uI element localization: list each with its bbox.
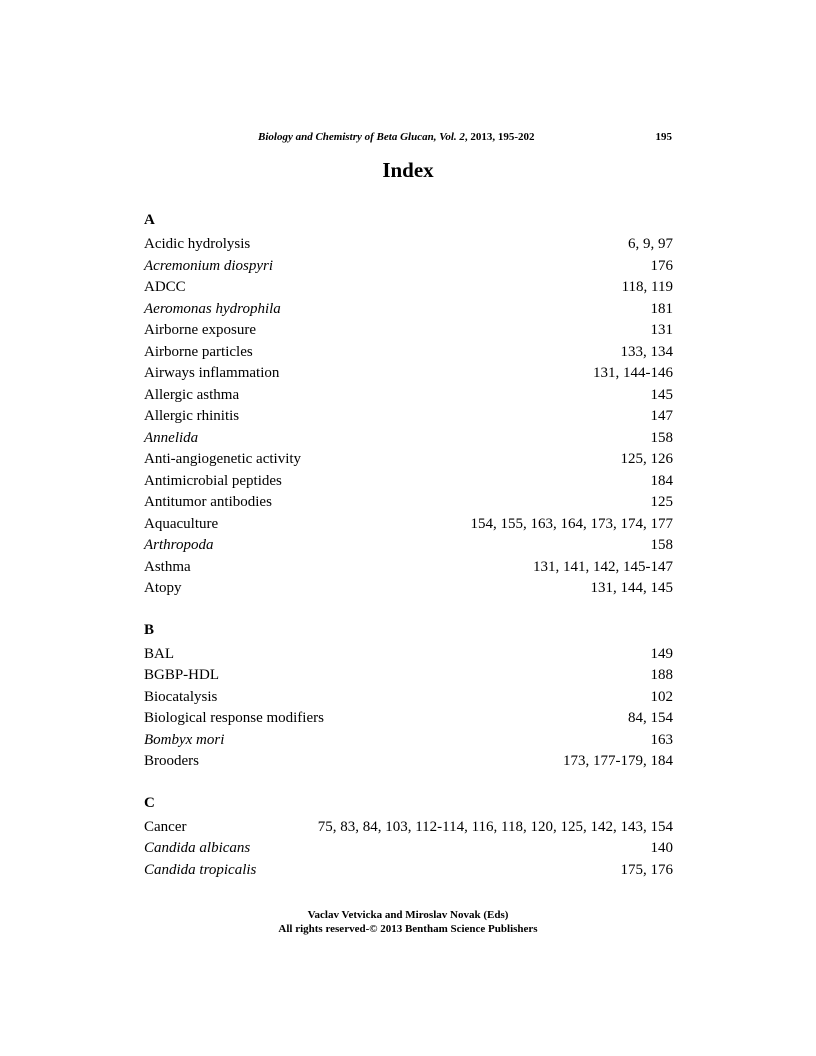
- index-term: Candida albicans: [144, 840, 251, 856]
- index-pages: 184: [650, 472, 673, 489]
- index-entry: [144, 665, 673, 687]
- index-pages: 158: [650, 429, 673, 446]
- index-pages: 75, 83, 84, 103, 112-114, 116, 118, 120, 125, 142, 143, 154: [317, 818, 673, 835]
- index-pages: 175, 176: [620, 861, 673, 878]
- index-entry: [144, 256, 673, 278]
- index-entry: [144, 428, 673, 450]
- index-content: [144, 209, 673, 881]
- index-term: Bombyx mori: [144, 731, 225, 748]
- index-term: Atopy: [144, 580, 182, 596]
- index-pages: 181: [650, 300, 673, 317]
- index-pages: 158: [650, 537, 673, 553]
- index-entry: [144, 578, 673, 600]
- page-title: Index: [382, 158, 434, 182]
- index-pages: 125, 126: [620, 451, 673, 467]
- section-gap: [144, 600, 673, 619]
- index-term: Candida tropicalis: [144, 861, 257, 878]
- section-gap: [144, 773, 673, 792]
- index-term: Brooders: [144, 753, 199, 769]
- index-term: BGBP-HDL: [144, 667, 220, 683]
- index-entry: [144, 730, 673, 752]
- index-term: Airborne particles: [144, 343, 253, 360]
- footer-editors: Vaclav Vetvicka and Miroslav Novak (Eds): [307, 909, 509, 921]
- index-term: BAL: [144, 645, 174, 662]
- index-entry: [144, 514, 673, 536]
- page-number: 195: [655, 131, 672, 143]
- index-pages: 149: [650, 645, 673, 662]
- index-entry: [144, 535, 673, 557]
- index-pages: 173, 177-179, 184: [563, 753, 673, 769]
- index-entry: [144, 492, 673, 514]
- index-entry: [144, 708, 673, 730]
- index-entry: [144, 363, 673, 385]
- index-pages: 131, 141, 142, 145-147: [533, 558, 673, 575]
- index-entry: [144, 406, 673, 428]
- index-pages: 145: [650, 386, 673, 403]
- index-entry: [144, 644, 673, 666]
- index-pages: 131: [650, 322, 673, 338]
- index-entry: [144, 817, 673, 839]
- index-pages: 163: [650, 731, 673, 748]
- journal-year-pages: , 2013, 195-202: [464, 131, 535, 143]
- section-letter: C: [144, 794, 155, 811]
- footer: [0, 908, 816, 936]
- index-pages: 125: [650, 494, 673, 510]
- index-term: Airways inflammation: [144, 365, 280, 381]
- index-term: Biocatalysis: [144, 688, 218, 705]
- index-entry: [144, 860, 673, 882]
- journal-title: Biology and Chemistry of Beta Glucan, Vol. 2: [258, 131, 465, 143]
- index-term: Arthropoda: [144, 537, 214, 553]
- index-pages: 131, 144-146: [593, 365, 673, 381]
- index-term: Antimicrobial peptides: [144, 472, 282, 489]
- index-term: Anti-angiogenetic activity: [144, 451, 302, 467]
- index-term: Biological response modifiers: [144, 710, 324, 726]
- index-pages: 140: [650, 840, 673, 856]
- section-letter: A: [144, 212, 155, 228]
- index-pages: 176: [650, 257, 673, 274]
- index-pages: 188: [650, 667, 673, 683]
- index-entry: [144, 320, 673, 342]
- index-term: Allergic rhinitis: [144, 408, 240, 424]
- index-term: Cancer: [144, 818, 187, 835]
- index-entry: [144, 751, 673, 773]
- index-term: Aquaculture: [144, 515, 219, 532]
- index-pages: 102: [650, 688, 673, 705]
- index-term: Acidic hydrolysis: [144, 236, 251, 252]
- index-entry: [144, 299, 673, 321]
- index-entry: [144, 838, 673, 860]
- index-pages: 133, 134: [620, 343, 673, 360]
- index-entry: [144, 687, 673, 709]
- index-entry: [144, 449, 673, 471]
- index-term: Antitumor antibodies: [144, 494, 272, 510]
- index-entry: [144, 385, 673, 407]
- index-pages: 154, 155, 163, 164, 173, 174, 177: [470, 515, 673, 532]
- running-head: [144, 131, 672, 149]
- index-term: ADCC: [144, 279, 186, 295]
- index-entry: [144, 342, 673, 364]
- index-term: Asthma: [144, 558, 191, 575]
- index-pages: 6, 9, 97: [628, 236, 673, 252]
- index-entry: [144, 557, 673, 579]
- footer-copyright: All rights reserved-© 2013 Bentham Science Publishers: [278, 923, 538, 935]
- index-pages: 84, 154: [628, 710, 673, 726]
- index-term: Annelida: [144, 429, 199, 446]
- index-pages: 131, 144, 145: [590, 580, 673, 596]
- index-pages: 147: [650, 408, 673, 424]
- index-term: Airborne exposure: [144, 322, 257, 338]
- index-entry: [144, 234, 673, 256]
- section-letter: B: [144, 621, 155, 638]
- index-entry: [144, 277, 673, 299]
- index-term: Acremonium diospyri: [144, 257, 274, 274]
- index-term: Allergic asthma: [144, 386, 240, 403]
- index-term: Aeromonas hydrophila: [144, 300, 281, 317]
- index-pages: 118, 119: [621, 279, 673, 295]
- journal-citation: [258, 131, 535, 143]
- index-entry: [144, 471, 673, 493]
